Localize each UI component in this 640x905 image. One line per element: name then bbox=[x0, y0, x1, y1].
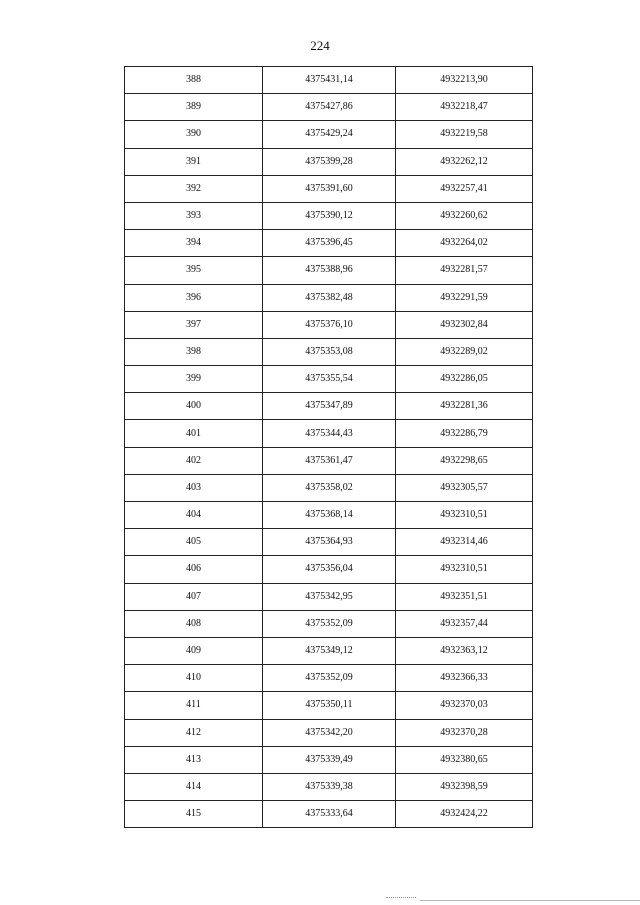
table-row bbox=[125, 148, 533, 175]
y-coordinate-cell: 4932310,51 bbox=[396, 556, 533, 583]
point-number-cell: 415 bbox=[125, 801, 263, 828]
table-row bbox=[125, 175, 533, 202]
point-number-cell: 414 bbox=[125, 773, 263, 800]
point-number-cell: 395 bbox=[125, 257, 263, 284]
y-coordinate-cell: 4932351,51 bbox=[396, 583, 533, 610]
point-number-cell: 407 bbox=[125, 583, 263, 610]
y-coordinate-cell: 4932380,65 bbox=[396, 746, 533, 773]
x-coordinate-cell: 4375347,89 bbox=[263, 393, 396, 420]
x-coordinate-cell: 4375391,60 bbox=[263, 175, 396, 202]
table-row bbox=[125, 610, 533, 637]
y-coordinate-cell: 4932424,22 bbox=[396, 801, 533, 828]
y-coordinate-cell: 4932366,33 bbox=[396, 665, 533, 692]
y-coordinate-cell: 4932314,46 bbox=[396, 529, 533, 556]
y-coordinate-cell: 4932260,62 bbox=[396, 202, 533, 229]
table-row bbox=[125, 773, 533, 800]
table-row bbox=[125, 284, 533, 311]
y-coordinate-cell: 4932298,65 bbox=[396, 447, 533, 474]
x-coordinate-cell: 4375339,38 bbox=[263, 773, 396, 800]
x-coordinate-cell: 4375333,64 bbox=[263, 801, 396, 828]
x-coordinate-cell: 4375399,28 bbox=[263, 148, 396, 175]
point-number-cell: 404 bbox=[125, 502, 263, 529]
y-coordinate-cell: 4932370,28 bbox=[396, 719, 533, 746]
point-number-cell: 388 bbox=[125, 67, 263, 94]
table-row bbox=[125, 746, 533, 773]
y-coordinate-cell: 4932398,59 bbox=[396, 773, 533, 800]
y-coordinate-cell: 4932305,57 bbox=[396, 474, 533, 501]
x-coordinate-cell: 4375350,11 bbox=[263, 692, 396, 719]
table-row bbox=[125, 556, 533, 583]
x-coordinate-cell: 4375352,09 bbox=[263, 665, 396, 692]
point-number-cell: 413 bbox=[125, 746, 263, 773]
point-number-cell: 403 bbox=[125, 474, 263, 501]
table-row bbox=[125, 719, 533, 746]
y-coordinate-cell: 4932219,58 bbox=[396, 121, 533, 148]
x-coordinate-cell: 4375349,12 bbox=[263, 637, 396, 664]
x-coordinate-cell: 4375368,14 bbox=[263, 502, 396, 529]
coordinates-table bbox=[124, 66, 533, 828]
point-number-cell: 406 bbox=[125, 556, 263, 583]
table-row bbox=[125, 121, 533, 148]
table-row bbox=[125, 502, 533, 529]
y-coordinate-cell: 4932213,90 bbox=[396, 67, 533, 94]
point-number-cell: 392 bbox=[125, 175, 263, 202]
x-coordinate-cell: 4375427,86 bbox=[263, 94, 396, 121]
x-coordinate-cell: 4375355,54 bbox=[263, 366, 396, 393]
x-coordinate-cell: 4375364,93 bbox=[263, 529, 396, 556]
x-coordinate-cell: 4375342,20 bbox=[263, 719, 396, 746]
y-coordinate-cell: 4932257,41 bbox=[396, 175, 533, 202]
table-row bbox=[125, 94, 533, 121]
table-row bbox=[125, 801, 533, 828]
x-coordinate-cell: 4375388,96 bbox=[263, 257, 396, 284]
point-number-cell: 405 bbox=[125, 529, 263, 556]
x-coordinate-cell: 4375358,02 bbox=[263, 474, 396, 501]
table-row bbox=[125, 474, 533, 501]
y-coordinate-cell: 4932264,02 bbox=[396, 230, 533, 257]
point-number-cell: 411 bbox=[125, 692, 263, 719]
footer-dots bbox=[386, 897, 416, 900]
y-coordinate-cell: 4932370,03 bbox=[396, 692, 533, 719]
point-number-cell: 410 bbox=[125, 665, 263, 692]
x-coordinate-cell: 4375390,12 bbox=[263, 202, 396, 229]
y-coordinate-cell: 4932310,51 bbox=[396, 502, 533, 529]
x-coordinate-cell: 4375396,45 bbox=[263, 230, 396, 257]
y-coordinate-cell: 4932363,12 bbox=[396, 637, 533, 664]
table-row bbox=[125, 637, 533, 664]
table-row bbox=[125, 447, 533, 474]
page-number: 224 bbox=[310, 38, 330, 53]
y-coordinate-cell: 4932286,05 bbox=[396, 366, 533, 393]
point-number-cell: 398 bbox=[125, 338, 263, 365]
point-number-cell: 412 bbox=[125, 719, 263, 746]
coordinates-table-body bbox=[125, 67, 533, 828]
table-row bbox=[125, 393, 533, 420]
y-coordinate-cell: 4932286,79 bbox=[396, 420, 533, 447]
y-coordinate-cell: 4932289,02 bbox=[396, 338, 533, 365]
y-coordinate-cell: 4932281,57 bbox=[396, 257, 533, 284]
table-row bbox=[125, 366, 533, 393]
point-number-cell: 400 bbox=[125, 393, 263, 420]
table-row bbox=[125, 311, 533, 338]
table-row bbox=[125, 529, 533, 556]
x-coordinate-cell: 4375431,14 bbox=[263, 67, 396, 94]
bottom-edge-line bbox=[420, 900, 640, 901]
point-number-cell: 393 bbox=[125, 202, 263, 229]
table-row bbox=[125, 230, 533, 257]
y-coordinate-cell: 4932357,44 bbox=[396, 610, 533, 637]
table-row bbox=[125, 420, 533, 447]
x-coordinate-cell: 4375344,43 bbox=[263, 420, 396, 447]
point-number-cell: 390 bbox=[125, 121, 263, 148]
point-number-cell: 391 bbox=[125, 148, 263, 175]
y-coordinate-cell: 4932262,12 bbox=[396, 148, 533, 175]
point-number-cell: 408 bbox=[125, 610, 263, 637]
point-number-cell: 394 bbox=[125, 230, 263, 257]
table-row bbox=[125, 257, 533, 284]
point-number-cell: 399 bbox=[125, 366, 263, 393]
x-coordinate-cell: 4375382,48 bbox=[263, 284, 396, 311]
table-row bbox=[125, 338, 533, 365]
x-coordinate-cell: 4375376,10 bbox=[263, 311, 396, 338]
point-number-cell: 396 bbox=[125, 284, 263, 311]
table-row bbox=[125, 692, 533, 719]
table-row bbox=[125, 202, 533, 229]
point-number-cell: 389 bbox=[125, 94, 263, 121]
x-coordinate-cell: 4375356,04 bbox=[263, 556, 396, 583]
y-coordinate-cell: 4932218,47 bbox=[396, 94, 533, 121]
point-number-cell: 401 bbox=[125, 420, 263, 447]
y-coordinate-cell: 4932291,59 bbox=[396, 284, 533, 311]
point-number-cell: 402 bbox=[125, 447, 263, 474]
x-coordinate-cell: 4375361,47 bbox=[263, 447, 396, 474]
point-number-cell: 397 bbox=[125, 311, 263, 338]
point-number-cell: 409 bbox=[125, 637, 263, 664]
x-coordinate-cell: 4375429,24 bbox=[263, 121, 396, 148]
x-coordinate-cell: 4375352,09 bbox=[263, 610, 396, 637]
x-coordinate-cell: 4375353,08 bbox=[263, 338, 396, 365]
table-row bbox=[125, 583, 533, 610]
table-row bbox=[125, 665, 533, 692]
x-coordinate-cell: 4375342,95 bbox=[263, 583, 396, 610]
x-coordinate-cell: 4375339,49 bbox=[263, 746, 396, 773]
y-coordinate-cell: 4932302,84 bbox=[396, 311, 533, 338]
table-row bbox=[125, 67, 533, 94]
y-coordinate-cell: 4932281,36 bbox=[396, 393, 533, 420]
